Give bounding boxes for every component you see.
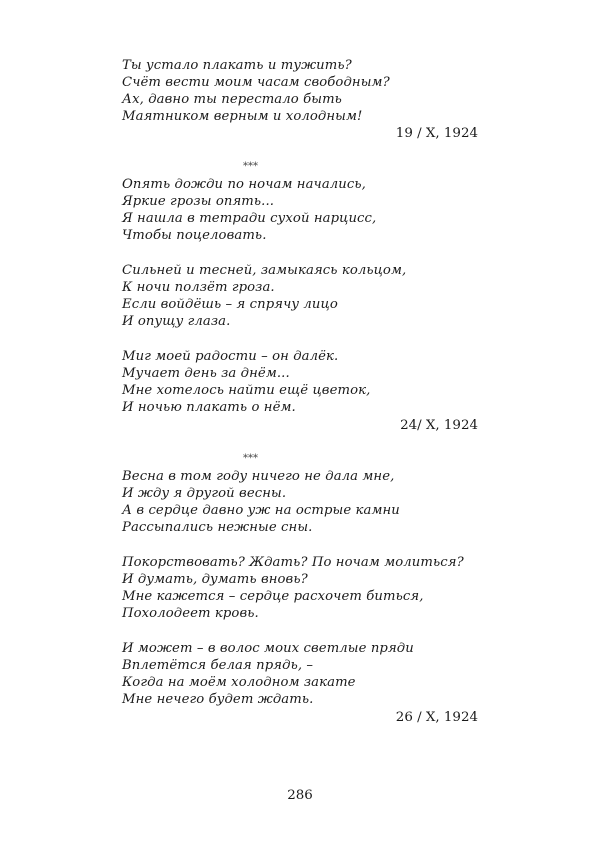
- poem-line: И ночью плакать о нём.: [122, 400, 296, 415]
- poem-line: К ночи ползёт гроза.: [122, 280, 275, 295]
- poem-line: Миг моей радости – он далёк.: [122, 349, 339, 364]
- poem-date: 19 / X, 1924: [395, 126, 478, 141]
- poem-line: Чтобы поцеловать.: [122, 228, 267, 243]
- poem-date: 24/ X, 1924: [400, 418, 478, 433]
- poem-line: Ах, давно ты перестало быть: [122, 92, 342, 107]
- poem-line: Яркие грозы опять...: [122, 194, 275, 209]
- poem-line: Мучает день за днём...: [122, 366, 290, 381]
- poem-line: Покорствовать? Ждать? По ночам молиться?: [122, 555, 464, 570]
- poem-line: Мне кажется – сердце расхочет биться,: [122, 589, 424, 604]
- poem-line: Мне хотелось найти ещё цветок,: [122, 383, 371, 398]
- poem-line: Я нашла в тетради сухой нарцисс,: [122, 211, 377, 226]
- poem-line: Если войдёшь – я спрячу лицо: [122, 297, 338, 312]
- poem-line: А в сердце давно уж на острые камни: [122, 503, 400, 518]
- poem-line: И думать, думать вновь?: [122, 572, 308, 587]
- poem-line: Весна в том году ничего не дала мне,: [122, 469, 395, 484]
- poem-line: И жду я другой весны.: [122, 486, 287, 501]
- poem-line: Опять дожди по ночам начались,: [122, 177, 366, 192]
- poem-date: 26 / X, 1924: [395, 710, 478, 725]
- poem-line: Когда на моём холодном закате: [122, 675, 356, 690]
- section-separator: ***: [243, 453, 258, 464]
- page-number: 286: [287, 788, 313, 803]
- poem-line: Рассыпались нежные сны.: [122, 520, 313, 535]
- poem-line: Похолодеет кровь.: [122, 606, 259, 621]
- poem-line: Мне нечего будет ждать.: [122, 692, 314, 707]
- poem-line: И опущу глаза.: [122, 314, 231, 329]
- section-separator: ***: [243, 161, 258, 172]
- poem-line: Счёт вести моим часам свободным?: [122, 75, 390, 90]
- poem-line: Сильней и тесней, замыкаясь кольцом,: [122, 263, 407, 278]
- poem-line: И может – в волос моих светлые пряди: [122, 641, 414, 656]
- poem-line: Маятником верным и холодным!: [122, 109, 363, 124]
- poem-line: Ты устало плакать и тужить?: [122, 58, 352, 73]
- poem-line: Вплетётся белая прядь, –: [122, 658, 314, 673]
